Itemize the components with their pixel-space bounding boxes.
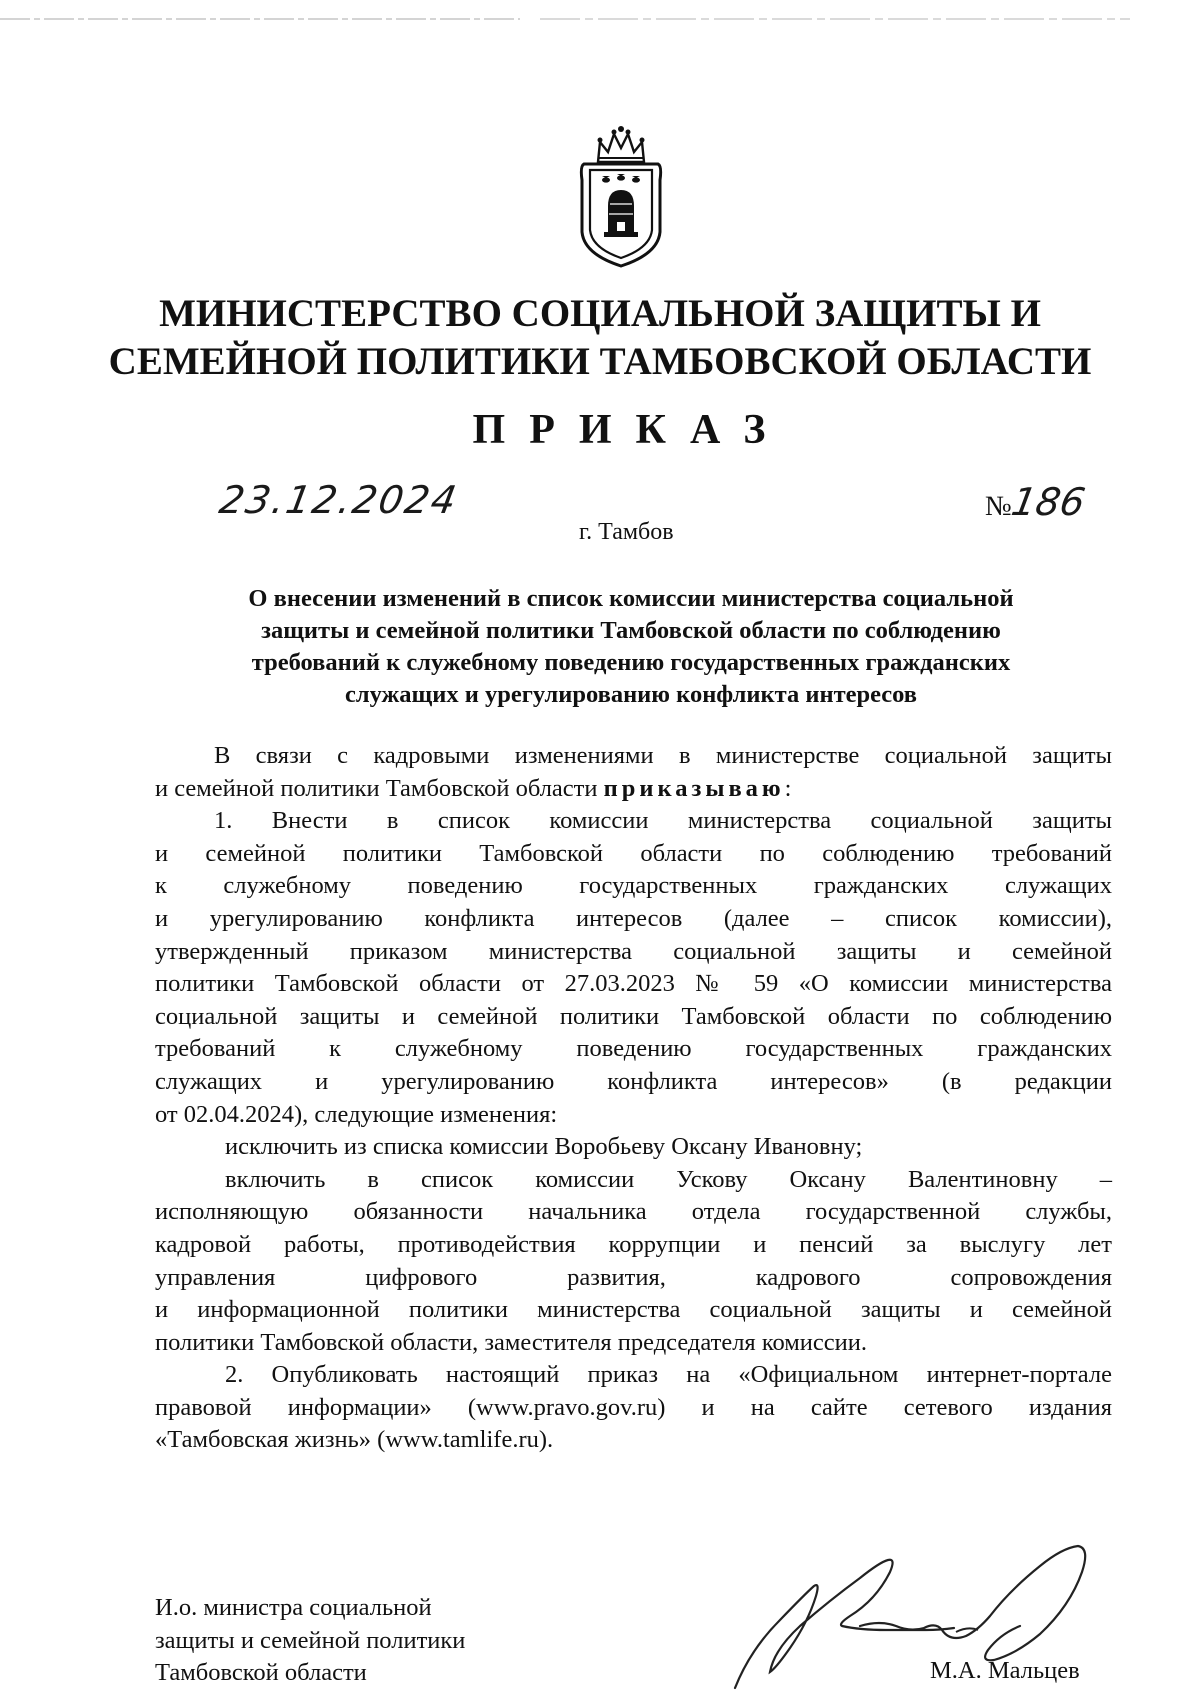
paragraph-1-line: социальной защиты и семейной политики Тамбовской области по соблюдению [155,1002,1112,1030]
ministry-name [100,290,1100,386]
intro-line [155,773,1112,806]
signatory-name: М.А. Мальцев [930,1657,1080,1684]
number-sign: № [985,491,1012,522]
include-line: и информационной политики министерства социальной защиты и семейной [155,1296,1112,1324]
paragraph-1-line: служащих и урегулированию конфликта интересов» (в редакции [155,1067,1112,1095]
ministry-line-1: МИНИСТЕРСТВО СОЦИАЛЬНОЙ ЗАЩИТЫ И [159,292,1041,335]
ministry-line-2: СЕМЕЙНОЙ ПОЛИТИКИ ТАМБОВСКОЙ ОБЛАСТИ [108,340,1092,383]
paragraph-1-line: утвержденный приказом министерства социальной защиты и семейной [155,937,1112,965]
intro-line: В связи с кадровыми изменениями в министерстве социальной защиты [214,742,1112,769]
paragraph-1-line: к служебному поведению государственных гражданских служащих [155,872,1112,900]
city: г. Тамбов [579,519,674,545]
scan-edge-line [0,16,1200,22]
paragraph-2-line: 2. Опубликовать настоящий приказ на «Официальном интернет-портале [225,1361,1112,1389]
paragraph-1-line: и семейной политики Тамбовской области по соблюдению требований [155,839,1112,867]
include-line: исполняющую обязанности начальника отдела государственной службы, [155,1198,1112,1226]
subject-line: О внесении изменений в список комиссии министерства социальной [248,585,1014,612]
order-body [155,740,1112,1457]
coat-of-arms-icon [576,120,666,272]
paragraph-1-line: требований к служебному поведению государственных гражданских [155,1035,1112,1063]
document-type-title: ПРИКАЗ [472,407,790,453]
include-line: управления цифрового развития, кадрового сопровождения [155,1263,1112,1291]
order-verb: приказываю [603,774,785,802]
position-line: И.о. министра социальной [155,1594,432,1621]
include-line: кадровой работы, противодействия коррупции и пенсий за выслугу лет [155,1230,1112,1258]
include-line: политики Тамбовской области, заместителя председателя комиссии. [155,1328,867,1356]
paragraph-1-line: 1. Внести в список комиссии министерства социальной защиты [214,807,1112,835]
paragraph-2-line: правовой информации» (www.pravo.gov.ru) и на сайте сетевого издания [155,1393,1112,1421]
paragraph-2-line: «Тамбовская жизнь» (www.tamlife.ru). [155,1426,554,1454]
order-number [985,480,1089,524]
paragraph-1-line: от 02.04.2024), следующие изменения: [155,1100,558,1128]
subject-line: служащих и урегулированию конфликта интересов [344,681,918,708]
intro-text: и семейной политики Тамбовской области [155,774,604,802]
paragraph-1-line: политики Тамбовской области от 27.03.2023 № 59 «О комиссии министерства [155,970,1112,998]
include-line: включить в список комиссии Ускову Оксану Валентиновну – [225,1165,1112,1193]
order-subject [150,583,1112,711]
signatory-position [155,1592,465,1690]
position-line: защиты и семейной политики [155,1626,466,1654]
position-line: Тамбовской области [155,1659,367,1687]
handwritten-number: 186 [1007,480,1089,524]
subject-line: защиты и семейной политики Тамбовской области по соблюдению [261,617,1001,644]
subject-line: требований к служебному поведению государственных гражданских [251,649,1011,676]
paragraph-1-line: и урегулированию конфликта интересов (далее – список комиссии), [155,904,1112,932]
exclude-line: исключить из списка комиссии Воробьеву Оксану Ивановну; [225,1133,863,1161]
handwritten-date: 23.12.2024 [216,478,462,522]
intro-colon: : [784,774,792,802]
